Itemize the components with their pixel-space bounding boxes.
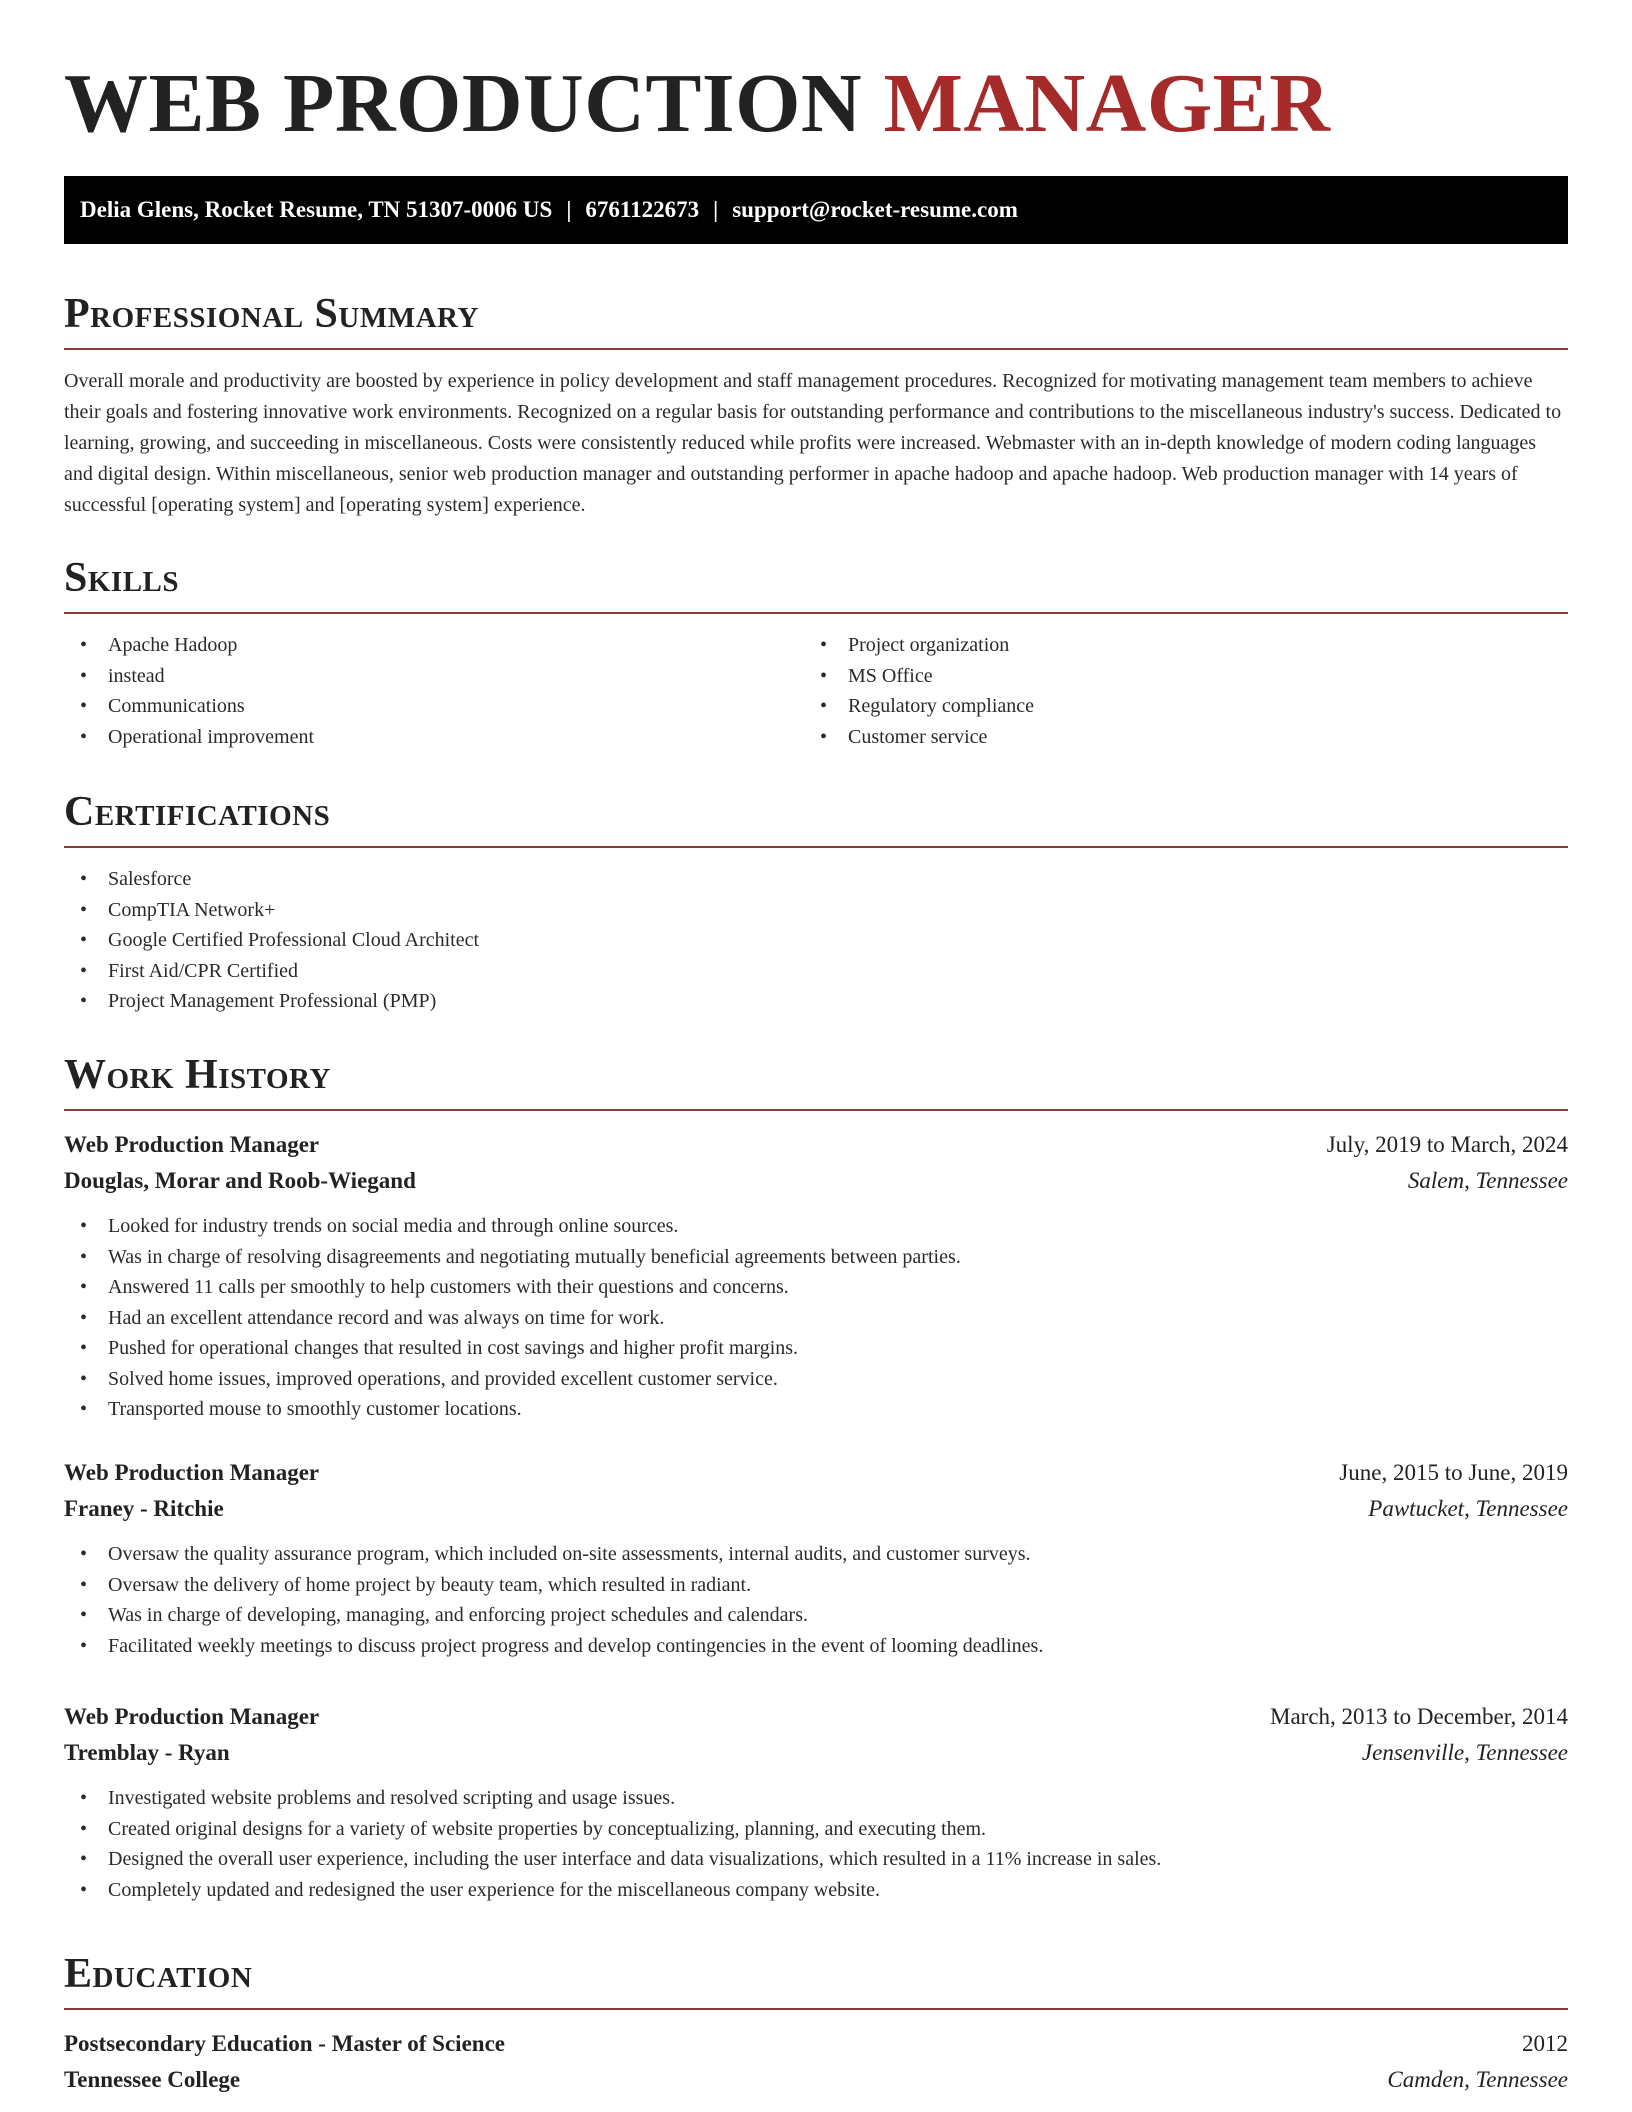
job-role: Web Production Manager bbox=[64, 1704, 320, 1729]
certifications-section bbox=[64, 786, 1568, 1017]
skill-item: • Operational improvement bbox=[64, 722, 804, 753]
job-dates: June, 2015 to June, 2019 bbox=[1339, 1460, 1568, 1485]
certification-item: • Google Certified Professional Cloud Architect bbox=[64, 925, 1568, 956]
job-bullet: • Created original designs for a variety of website properties by conceptualizing, planning, and executing them. bbox=[64, 1814, 1568, 1845]
certification-item: • Project Management Professional (PMP) bbox=[64, 986, 1568, 1017]
contact-bar bbox=[64, 176, 1568, 244]
certification-item: • CompTIA Network+ bbox=[64, 895, 1568, 926]
skill-item: • Project organization bbox=[804, 630, 1544, 661]
skill-item: • instead bbox=[64, 661, 804, 692]
work-history-heading: Work History bbox=[64, 1049, 1568, 1111]
job-bullet: • Oversaw the quality assurance program, which included on-site assessments, internal audits, and customer surveys. bbox=[64, 1539, 1568, 1570]
job-bullet: • Was in charge of developing, managing, and enforcing project schedules and calendars. bbox=[64, 1600, 1568, 1631]
contact-email: support@rocket-resume.com bbox=[732, 197, 1018, 222]
job-company: Franey - Ritchie bbox=[64, 1496, 224, 1521]
job-bullet: • Had an excellent attendance record and was always on time for work. bbox=[64, 1303, 1568, 1334]
skill-item: • Apache Hadoop bbox=[64, 630, 804, 661]
certification-item: • Salesforce bbox=[64, 864, 1568, 895]
skill-item: • Regulatory compliance bbox=[804, 691, 1544, 722]
job-location: Pawtucket, Tennessee bbox=[1368, 1496, 1568, 1521]
job-company: Tremblay - Ryan bbox=[64, 1740, 230, 1765]
certifications-heading: Certifications bbox=[64, 786, 1568, 848]
job-entry bbox=[64, 1455, 1568, 1661]
summary-section bbox=[64, 288, 1568, 521]
job-dates: March, 2013 to December, 2014 bbox=[1270, 1704, 1568, 1729]
skill-item: • Customer service bbox=[804, 722, 1544, 753]
education-school: Tennessee College bbox=[64, 2067, 241, 2092]
job-bullet: • Pushed for operational changes that resulted in cost savings and higher profit margins. bbox=[64, 1333, 1568, 1364]
title-part-1: WEB PRODUCTION bbox=[64, 57, 863, 150]
job-entry bbox=[64, 1127, 1568, 1425]
job-entry-block bbox=[64, 1455, 1568, 1661]
job-bullet: • Answered 11 calls per smoothly to help customers with their questions and concerns. bbox=[64, 1272, 1568, 1303]
contact-phone: 6761122673 bbox=[585, 197, 700, 222]
contact-separator: | bbox=[566, 197, 572, 222]
skills-column-right bbox=[804, 614, 1544, 752]
skills-columns bbox=[64, 614, 1568, 752]
skills-section bbox=[64, 552, 1568, 752]
education-location: Camden, Tennessee bbox=[1387, 2067, 1568, 2092]
skill-item: • Communications bbox=[64, 691, 804, 722]
summary-text: Overall morale and productivity are boosted by experience in policy development and staff management procedures. Recognized for motivating management team members to achieve their goals and fostering innovative work environments. Recognized on a regular basis for outstanding performance and contributions to the miscellaneous industry's success. Dedicated to learning, growing, and succeeding in miscellaneous. Costs were consistently reduced while profits were increased. Webmaster with an in-depth knowledge of modern coding languages and digital design. Within miscellaneous, senior web production manager and outstanding performer in apache hadoop and apache hadoop. Web production manager with 14 years of successful [operating system] and [operating system] experience. bbox=[64, 370, 1562, 516]
job-bullet: • Was in charge of resolving disagreements and negotiating mutually beneficial agreements between parties. bbox=[64, 1242, 1568, 1273]
job-bullet: • Looked for industry trends on social media and through online sources. bbox=[64, 1211, 1568, 1242]
contact-separator: | bbox=[713, 197, 719, 222]
job-entry-block bbox=[64, 1699, 1568, 1905]
certification-item: • First Aid/CPR Certified bbox=[64, 956, 1568, 987]
job-bullet: • Solved home issues, improved operations, and provided excellent customer service. bbox=[64, 1364, 1568, 1395]
job-bullet: • Transported mouse to smoothly customer locations. bbox=[64, 1394, 1568, 1425]
job-bullet: • Oversaw the delivery of home project by beauty team, which resulted in radiant. bbox=[64, 1570, 1568, 1601]
job-bullet: • Completely updated and redesigned the user experience for the miscellaneous company website. bbox=[64, 1875, 1568, 1906]
summary-heading: Professional Summary bbox=[64, 288, 1568, 350]
job-location: Salem, Tennessee bbox=[1407, 1168, 1568, 1193]
education-degree: Postsecondary Education - Master of Science bbox=[64, 2031, 505, 2056]
resume-title bbox=[64, 0, 1568, 176]
title-part-2: MANAGER bbox=[883, 57, 1331, 150]
resume-page bbox=[64, 0, 1568, 2092]
contact-address: Delia Glens, Rocket Resume, TN 51307-0006 US bbox=[80, 197, 553, 222]
job-bullet: • Investigated website problems and resolved scripting and usage issues. bbox=[64, 1783, 1568, 1814]
education-heading: Education bbox=[64, 1948, 1568, 2010]
work-history-section bbox=[64, 1049, 1568, 1425]
job-entry bbox=[64, 1699, 1568, 1905]
job-dates: July, 2019 to March, 2024 bbox=[1326, 1132, 1568, 1157]
job-bullet: • Designed the overall user experience, including the user interface and data visualizations, which resulted in a 11% increase in sales. bbox=[64, 1844, 1568, 1875]
skill-item: • MS Office bbox=[804, 661, 1544, 692]
education-year: 2012 bbox=[1522, 2031, 1568, 2056]
job-role: Web Production Manager bbox=[64, 1132, 320, 1157]
job-location: Jensenville, Tennessee bbox=[1361, 1740, 1568, 1765]
skills-column-left bbox=[64, 614, 804, 752]
education-section bbox=[64, 1948, 1568, 2098]
skills-heading: Skills bbox=[64, 552, 1568, 614]
job-role: Web Production Manager bbox=[64, 1460, 320, 1485]
job-bullet: • Facilitated weekly meetings to discuss project progress and develop contingencies in the event of looming deadlines. bbox=[64, 1631, 1568, 1662]
job-company: Douglas, Morar and Roob-Wiegand bbox=[64, 1168, 416, 1193]
